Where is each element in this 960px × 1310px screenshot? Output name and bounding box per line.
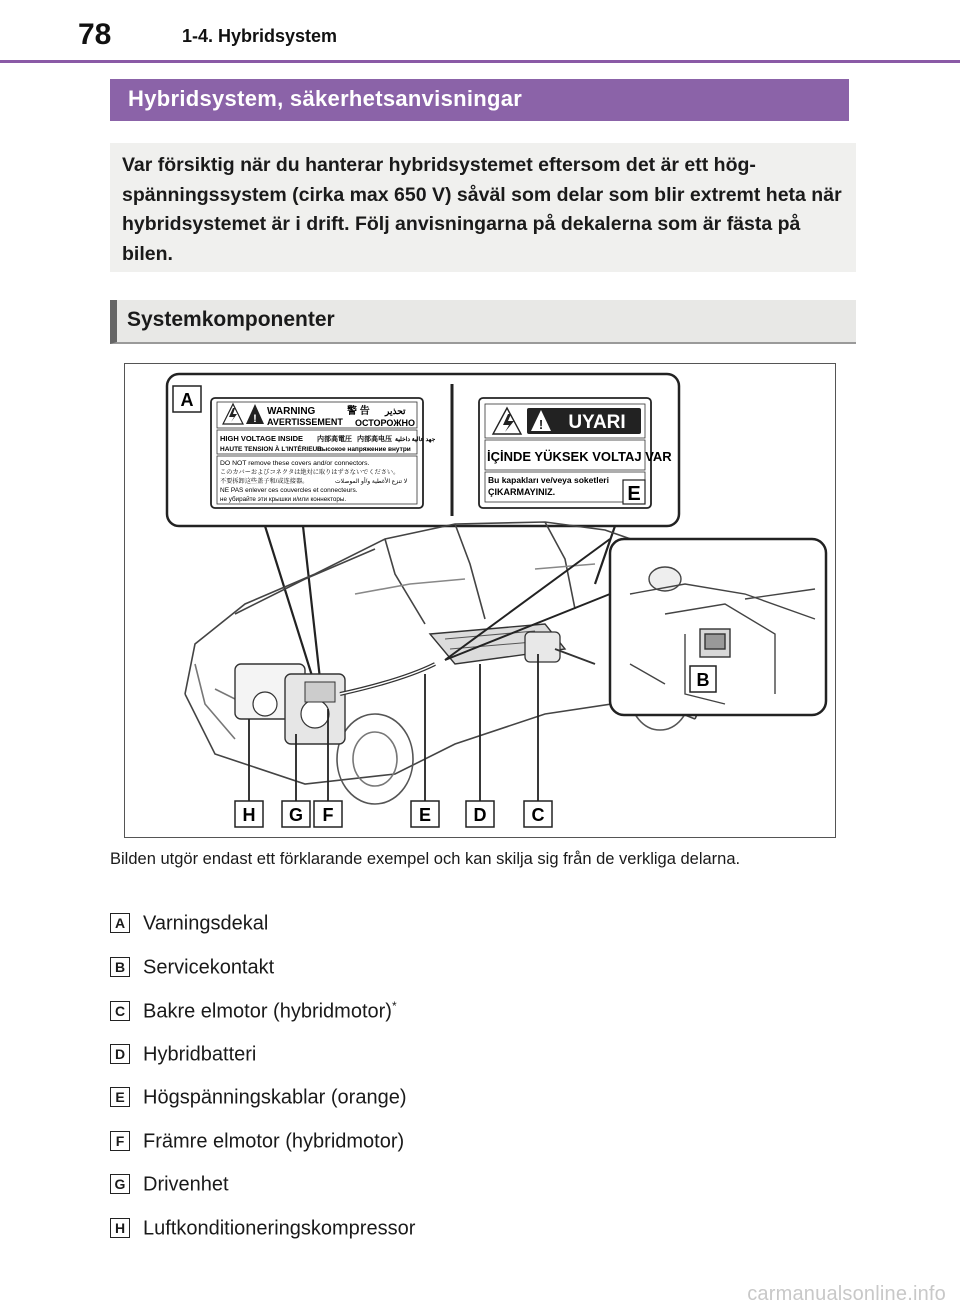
page-number: 78: [78, 18, 112, 51]
legend-letter-badge: C: [110, 1001, 130, 1021]
svg-text:H: H: [242, 805, 256, 825]
callout-b-letter: B: [696, 670, 710, 690]
figure-illustration: [125, 364, 837, 839]
svg-text:Bu kapakları ve/veya soketleri: Bu kapakları ve/veya soketleri: [488, 475, 609, 485]
callout-c: [524, 801, 552, 827]
svg-text:F: F: [322, 805, 334, 825]
svg-text:C: C: [531, 805, 545, 825]
svg-text:не убирайте эти крышки и/или к: не убирайте эти крышки и/или коннекторы.: [220, 496, 347, 503]
intro-text: Var försiktig när du hanterar hybridsystemet eftersom det är ett hög-spänningssystem (cirka max 650 V) såväl som delar som blir extremt heta när hybridsystemet är i drift. Följ anvisningarna på dekalerna som är fästa på bilen.: [110, 143, 856, 272]
svg-text:HIGH VOLTAGE INSIDE: HIGH VOLTAGE INSIDE: [220, 434, 304, 443]
legend-text: Bakre elmotor (hybridmotor)*: [143, 998, 397, 1023]
svg-text:D: D: [473, 805, 487, 825]
legend-item-b: [110, 954, 274, 980]
svg-text:جهد عالية داخلية: جهد عالية داخلية: [395, 437, 436, 443]
svg-text:UYARI: UYARI: [568, 412, 626, 433]
svg-text:!: !: [253, 413, 257, 425]
svg-text:このカバーおよびコネクタは絶対に取りはずさないでください。: このカバーおよびコネクタは絶対に取りはずさないでください。: [220, 469, 400, 476]
warning-decal: [211, 398, 436, 508]
front-wheel: [337, 714, 413, 804]
svg-text:ОСТОРОЖНО: ОСТОРОЖНО: [355, 418, 415, 428]
hv-cable: [340, 664, 435, 694]
svg-text:DO NOT remove these covers and: DO NOT remove these covers and/or connectors.: [220, 460, 370, 467]
svg-text:AVERTISSEMENT: AVERTISSEMENT: [267, 417, 343, 427]
svg-text:E: E: [627, 483, 641, 505]
legend-item-e: [110, 1084, 407, 1110]
legend-item-c: [110, 998, 397, 1024]
legend-item-f: [110, 1128, 404, 1154]
legend-item-d: [110, 1041, 256, 1067]
svg-text:!: !: [538, 417, 544, 432]
legend-letter-badge: E: [110, 1087, 130, 1107]
figure-caption: Bilden utgör endast ett förklarande exempel och kan skilja sig från de verkliga delarna.: [110, 850, 741, 868]
legend-text: Högspänningskablar (orange): [143, 1086, 407, 1109]
svg-text:HAUTE TENSION À L'INTÉRIEUR: HAUTE TENSION À L'INTÉRIEUR: [220, 446, 322, 453]
system-components-figure: [124, 363, 836, 838]
callout-f: [314, 801, 342, 827]
legend-letter-badge: D: [110, 1044, 130, 1064]
legend-item-h: [110, 1215, 415, 1241]
subsection-title: Systemkomponenter: [110, 300, 856, 344]
svg-text:NE PAS enlever ces couvercles: NE PAS enlever ces couvercles et connecteurs.: [220, 487, 358, 494]
battery-assembly: [430, 624, 595, 664]
uyari-decal: [479, 398, 672, 508]
legend-text: Hybridbatteri: [143, 1043, 257, 1066]
callout-a-letter: A: [180, 390, 194, 410]
legend-letter-badge: F: [110, 1131, 130, 1151]
svg-text:İÇİNDE YÜKSEK VOLTAJ VAR: İÇİNDE YÜKSEK VOLTAJ VAR: [487, 449, 672, 464]
section-title: Hybridsystem, säkerhetsanvisningar: [110, 79, 849, 121]
watermark[interactable]: carmanualsonline.info: [747, 1283, 946, 1305]
legend-text: Servicekontakt: [143, 956, 275, 979]
svg-text:Высокое напряжение внутри: Высокое напряжение внутри: [317, 446, 411, 453]
legend-text: Drivenhet: [143, 1173, 229, 1196]
legend-text: Varningsdekal: [143, 912, 269, 935]
header-rule: [0, 60, 960, 63]
svg-text:لا تنزع الأغطية و/أو الموصلات: لا تنزع الأغطية و/أو الموصلات: [335, 479, 408, 485]
callout-d: [466, 801, 494, 827]
legend-letter-badge: B: [110, 957, 130, 977]
svg-text:تحذير: تحذير: [385, 406, 406, 416]
service-plug-inset: [610, 539, 826, 715]
svg-text:不要拆卸这些盖子和/或连接器。: 不要拆卸这些盖子和/或连接器。: [220, 478, 309, 485]
legend-item-a: [110, 910, 268, 936]
legend-letter-badge: A: [110, 913, 130, 933]
legend-letter-badge: H: [110, 1218, 130, 1238]
callout-e: [411, 801, 439, 827]
svg-text:ÇIKARMAYINIZ.: ÇIKARMAYINIZ.: [488, 487, 556, 497]
svg-text:警 告: 警 告: [347, 406, 370, 417]
svg-text:E: E: [418, 805, 432, 825]
legend-text: Luftkonditioneringskompressor: [143, 1217, 416, 1240]
rear-motor: [525, 632, 560, 662]
svg-text:内部高電圧: 内部高電圧: [317, 436, 352, 443]
legend-letter-badge: G: [110, 1174, 130, 1194]
svg-text:内部高电压: 内部高电压: [357, 436, 392, 443]
callout-g: [282, 801, 310, 827]
chapter-title: 1-4. Hybridsystem: [182, 26, 338, 46]
svg-text:WARNING: WARNING: [267, 406, 316, 417]
svg-text:G: G: [288, 805, 304, 825]
legend-item-g: [110, 1171, 229, 1197]
callout-h: [235, 801, 263, 827]
legend-text: Främre elmotor (hybridmotor): [143, 1130, 405, 1153]
